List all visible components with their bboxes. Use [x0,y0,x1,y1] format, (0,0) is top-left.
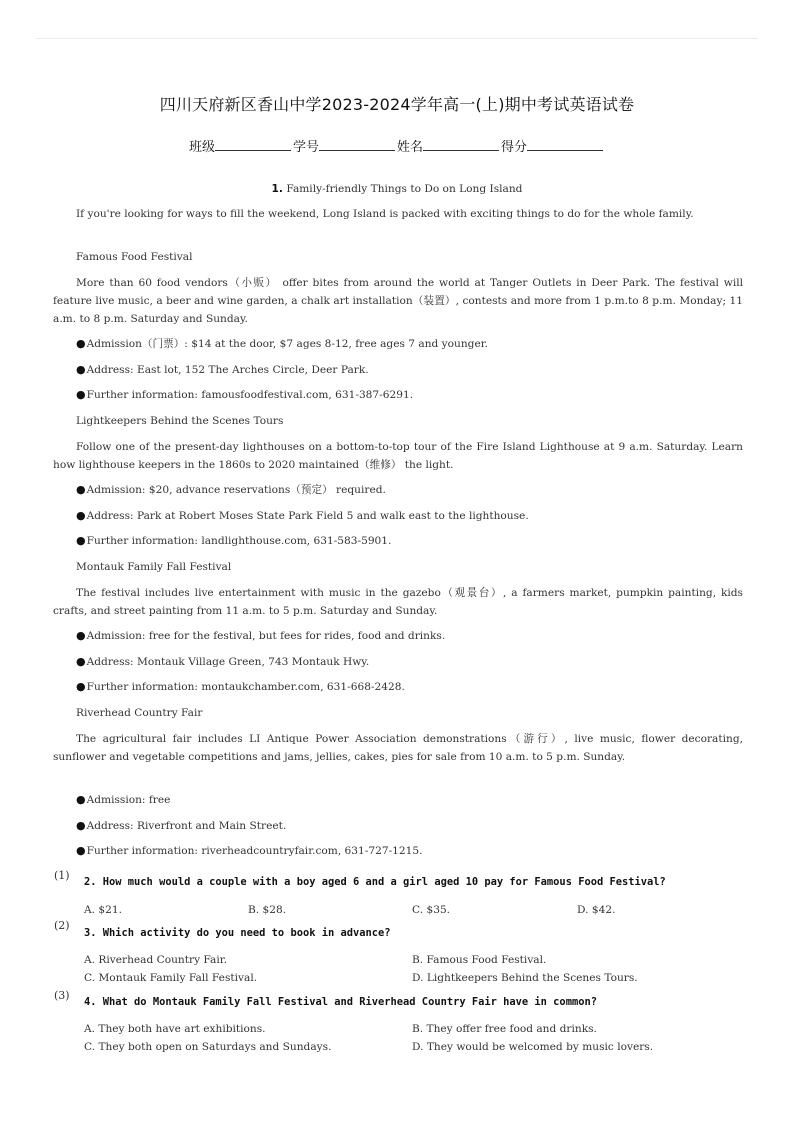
question-mark-1: (1) [54,869,70,882]
option-b[interactable]: B. They offer free food and drinks. [412,1023,597,1035]
option-d[interactable]: D. Lightkeepers Behind the Scenes Tours. [412,972,638,984]
passage-intro: If you're looking for ways to fill the weekend, Long Island is packed with exciting things to do for the whole family. [76,208,694,220]
score-label: 得分 [501,140,528,155]
class-label: 班级 [188,140,215,155]
question-text-2: 3. Which activity do you need to book in advance? [84,927,391,939]
bullet-item [76,361,369,379]
name-blank[interactable] [423,138,499,151]
score-blank[interactable] [527,138,603,151]
bullet-text: Address: Riverfront and Main Street. [86,820,287,832]
passage-title-text: Family-friendly Things to Do on Long Island [286,183,523,195]
bullet-dot-icon: ● [76,680,86,693]
bullet-text: Further information: montaukchamber.com, 631-668-2428. [86,681,405,693]
option-d[interactable]: D. They would be welcomed by music lovers. [412,1041,654,1053]
passage-number: 1. [271,183,283,195]
bullet-item [76,481,386,499]
bullet-text: Admission（门票）: $14 at the door, $7 ages 8-12, free ages 7 and younger. [86,338,489,350]
option-b[interactable]: B. $28. [248,904,287,916]
question-mark-3: (3) [54,989,70,1002]
bullet-text: Address: Montauk Village Green, 743 Montauk Hwy. [86,656,370,668]
bullet-dot-icon: ● [76,363,86,376]
bullet-text: Further information: landlighthouse.com, 631-583-5901. [86,535,392,547]
bullet-item [76,653,369,671]
section-heading-fall-festival: Montauk Family Fall Festival [76,561,232,573]
option-d[interactable]: D. $42. [577,904,616,916]
bullet-dot-icon: ● [76,388,86,401]
option-a[interactable]: A. They both have art exhibitions. [84,1023,266,1035]
bullet-text: Admission: free for the festival, but fees for rides, food and drinks. [86,630,446,642]
student-number-blank[interactable] [319,138,395,151]
bullet-text: Admission: free [86,794,171,806]
bullet-item [76,507,529,525]
bullet-dot-icon: ● [76,844,86,857]
section-body-country-fair: The agricultural fair includes LI Antique Power Association demonstrations（游行）, live music, flower decorating, sunflower and vegetable competitions and jams, jellies, cakes, pies for sale from 10 a.m. to 5 p.m. Sunday. [53,733,743,763]
bullet-item [76,791,170,809]
option-b[interactable]: B. Famous Food Festival. [412,954,547,966]
bullet-dot-icon: ● [76,483,86,496]
bullet-item [76,386,413,404]
bullet-item [76,817,286,835]
section-body-food-festival: More than 60 food vendors（小贩） offer bites from around the world at Tanger Outlets in Deer Park. The festival will feature live music, a beer and wine garden, a chalk art installation（装置）, contests and more from 1 p.m.to 8 p.m. Monday; 11 a.m. to 8 p.m. Saturday and Sunday. [53,277,743,325]
option-a[interactable]: A. Riverhead Country Fair. [84,954,228,966]
bullet-item [76,842,422,860]
question-text-3: 4. What do Montauk Family Fall Festival and Riverhead Country Fair have in common? [84,996,597,1008]
bullet-text: Admission: $20, advance reservations（预定） required. [86,484,386,496]
bullet-dot-icon: ● [76,629,86,642]
question-text-1: 2. How much would a couple with a boy aged 6 and a girl aged 10 pay for Famous Food Festival? [84,876,666,888]
bullet-dot-icon: ● [76,534,86,547]
student-number-label: 学号 [292,140,319,155]
name-label: 姓名 [397,140,424,155]
section-body-lighthouse-tours: Follow one of the present-day lighthouses on a bottom-to-top tour of the Fire Island Lighthouse at 9 a.m. Saturday. Learn how lighthouse keepers in the 1860s to 2020 maintained（维修） the light. [53,441,743,471]
option-c[interactable]: C. Montauk Family Fall Festival. [84,972,258,984]
section-heading-food-festival: Famous Food Festival [76,251,193,263]
top-divider [36,38,758,39]
bullet-text: Address: East lot, 152 The Arches Circle, Deer Park. [86,364,369,376]
bullet-item [76,678,405,696]
bullet-text: Address: Park at Robert Moses State Park Field 5 and walk east to the lighthouse. [86,510,529,522]
bullet-dot-icon: ● [76,337,86,350]
student-info-line [0,136,794,155]
bullet-dot-icon: ● [76,819,86,832]
bullet-item [76,532,391,550]
bullet-text: Further information: riverheadcountryfair.com, 631-727-1215. [86,845,423,857]
passage-title [0,180,794,198]
bullet-text: Further information: famousfoodfestival.com, 631-387-6291. [86,389,414,401]
option-c[interactable]: C. $35. [412,904,451,916]
bullet-dot-icon: ● [76,509,86,522]
bullet-dot-icon: ● [76,793,86,806]
question-mark-2: (2) [54,919,70,932]
section-heading-lighthouse-tours: Lightkeepers Behind the Scenes Tours [76,415,284,427]
bullet-item [76,627,445,645]
exam-title: 四川天府新区香山中学2023-2024学年高一(上)期中考试英语试卷 [159,95,635,114]
option-c[interactable]: C. They both open on Saturdays and Sundays. [84,1041,332,1053]
section-heading-country-fair: Riverhead Country Fair [76,707,203,719]
section-body-fall-festival: The festival includes live entertainment with music in the gazebo（观景台）, a farmers market, pumpkin painting, kids crafts, and street painting from 11 a.m. to 5 p.m. Saturday and Sunday. [53,587,743,617]
bullet-dot-icon: ● [76,655,86,668]
option-a[interactable]: A. $21. [84,904,122,916]
bullet-item [76,335,488,353]
class-blank[interactable] [215,138,291,151]
